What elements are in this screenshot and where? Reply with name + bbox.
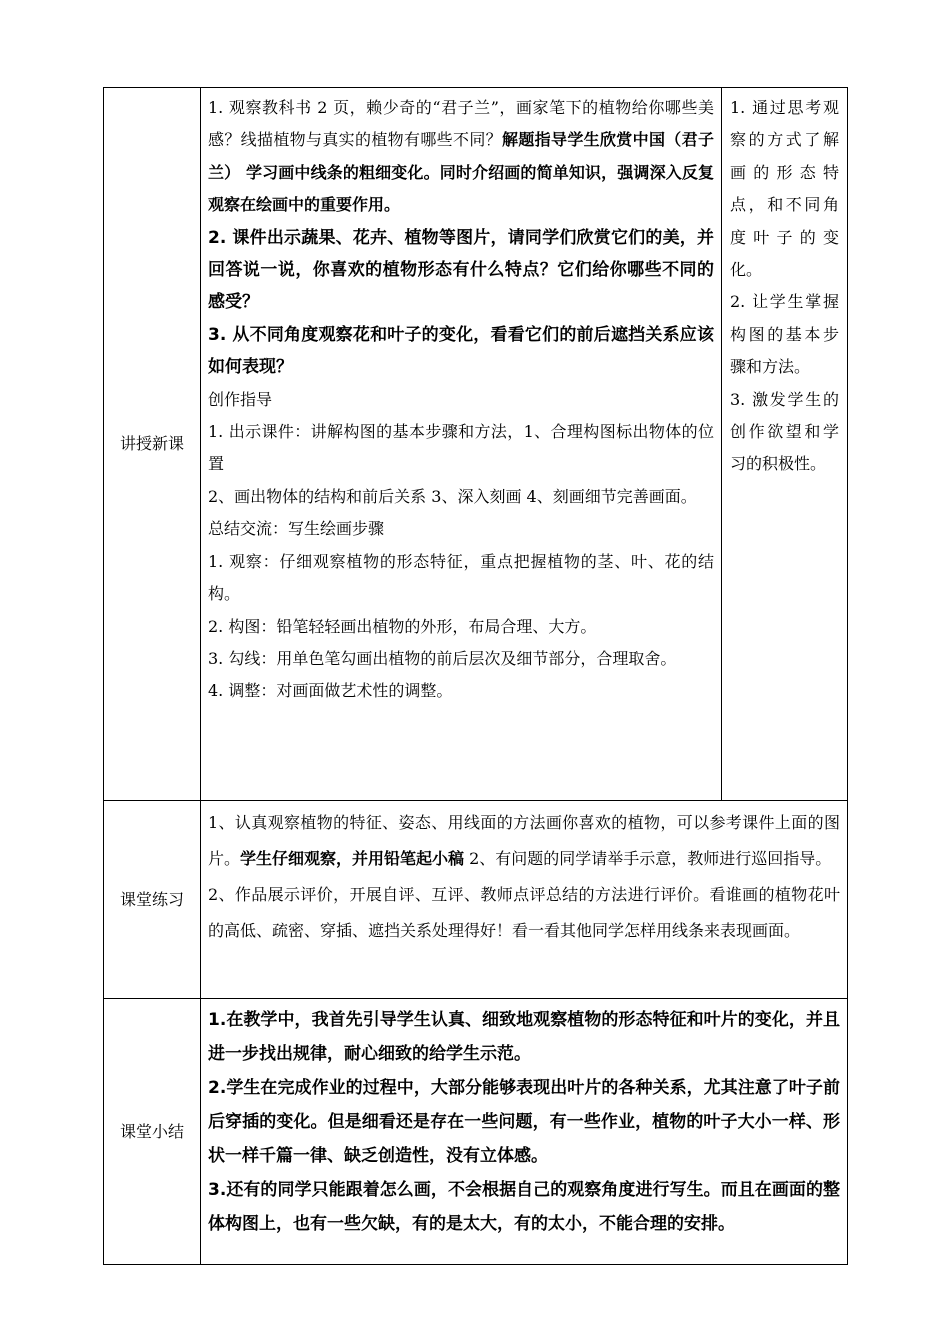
goal-2: 2. 让学生掌握构图的基本步骤和方法。 (730, 292, 839, 377)
goal-3: 3. 激发学生的创作欲望和学习的积极性。 (730, 389, 839, 474)
practice-content (201, 801, 848, 999)
teaching-goals (722, 88, 848, 801)
teaching-content (201, 88, 722, 801)
teaching-item-3: 3. 从不同角度观察花和叶子的变化，看看它们的前后遮挡关系应该如何表现？ (208, 324, 714, 378)
practice-item-2: 2、作品展示评价，开展自评、互评、教师点评总结的方法进行评价。看谁画的植物花叶的高低、疏密、穿插、遮挡关系处理得好！看一看其他同学怎样用线条来表现画面。 (208, 885, 840, 940)
summary-item-2: 2.学生在完成作业的过程中，大部分能够表现出叶片的各种关系，尤其注意了叶子前后穿插的变化。但是细看还是存在一些问题，有一些作业，植物的叶子大小一样、形状一样千篇一律、缺乏创造性，没有立体感。 (208, 1078, 840, 1166)
summary-item-3: 3.还有的同学只能跟着怎么画，不会根据自己的观察角度进行写生。而且在画面的整体构图上，也有一些欠缺，有的是太大，有的太小，不能合理的安排。 (208, 1180, 840, 1234)
teaching-item-1: 1. 观察教科书 2 页，赖少奇的“君子兰”，画家笔下的植物给你哪些美感？线描植物与真实的植物有哪些不同？解题指导学生欣赏中国（君子兰） 学习画中线条的粗细变化。同时介绍画的简单知识，强调深入反复观察在绘画中的重要作用。 (208, 98, 714, 215)
creation-guide-2: 2、画出物体的结构和前后关系 3、深入刻画 4、刻画细节完善画面。 (208, 486, 697, 506)
row-label-teaching: 讲授新课 (104, 88, 201, 801)
row-summary (104, 999, 848, 1265)
row-practice (104, 801, 848, 999)
row-label-summary: 课堂小结 (104, 999, 201, 1265)
summary-item-1: 1.在教学中，我首先引导学生认真、细致地观察植物的形态特征和叶片的变化，并且进一步找出规律，耐心细致的给学生示范。 (208, 1010, 840, 1064)
step-outline: 3. 勾线：用单色笔勾画出植物的前后层次及细节部分，合理取舍。 (208, 648, 677, 668)
practice-item-1: 1、认真观察植物的特征、姿态、用线面的方法画你喜欢的植物，可以参考课件上面的图片。学生仔细观察，并用铅笔起小稿 2、有问题的同学请举手示意，教师进行巡回指导。 (208, 813, 840, 868)
lesson-plan-table (103, 87, 848, 1265)
teaching-item-2: 2. 课件出示蔬果、花卉、植物等图片，请同学们欣赏它们的美，并回答说一说，你喜欢的植物形态有什么特点？它们给你哪些不同的感受？ (208, 227, 714, 313)
step-observe: 1. 观察：仔细观察植物的形态特征，重点把握植物的茎、叶、花的结构。 (208, 551, 714, 604)
summary-steps-heading: 总结交流：写生绘画步骤 (208, 519, 385, 539)
summary-content (201, 999, 848, 1265)
step-adjust: 4. 调整：对画面做艺术性的调整。 (208, 681, 453, 701)
step-compose: 2. 构图：铅笔轻轻画出植物的外形，布局合理、大方。 (208, 616, 597, 636)
goal-1: 1. 通过思考观察的方式了解画的形态特点，和不同角度叶子的变化。 (730, 98, 839, 280)
row-label-practice: 课堂练习 (104, 801, 201, 999)
row-teaching (104, 88, 848, 801)
creation-guide-heading: 创作指导 (208, 389, 273, 409)
creation-guide-1: 1. 出示课件：讲解构图的基本步骤和方法，1、合理构图标出物体的位置 (208, 422, 714, 474)
